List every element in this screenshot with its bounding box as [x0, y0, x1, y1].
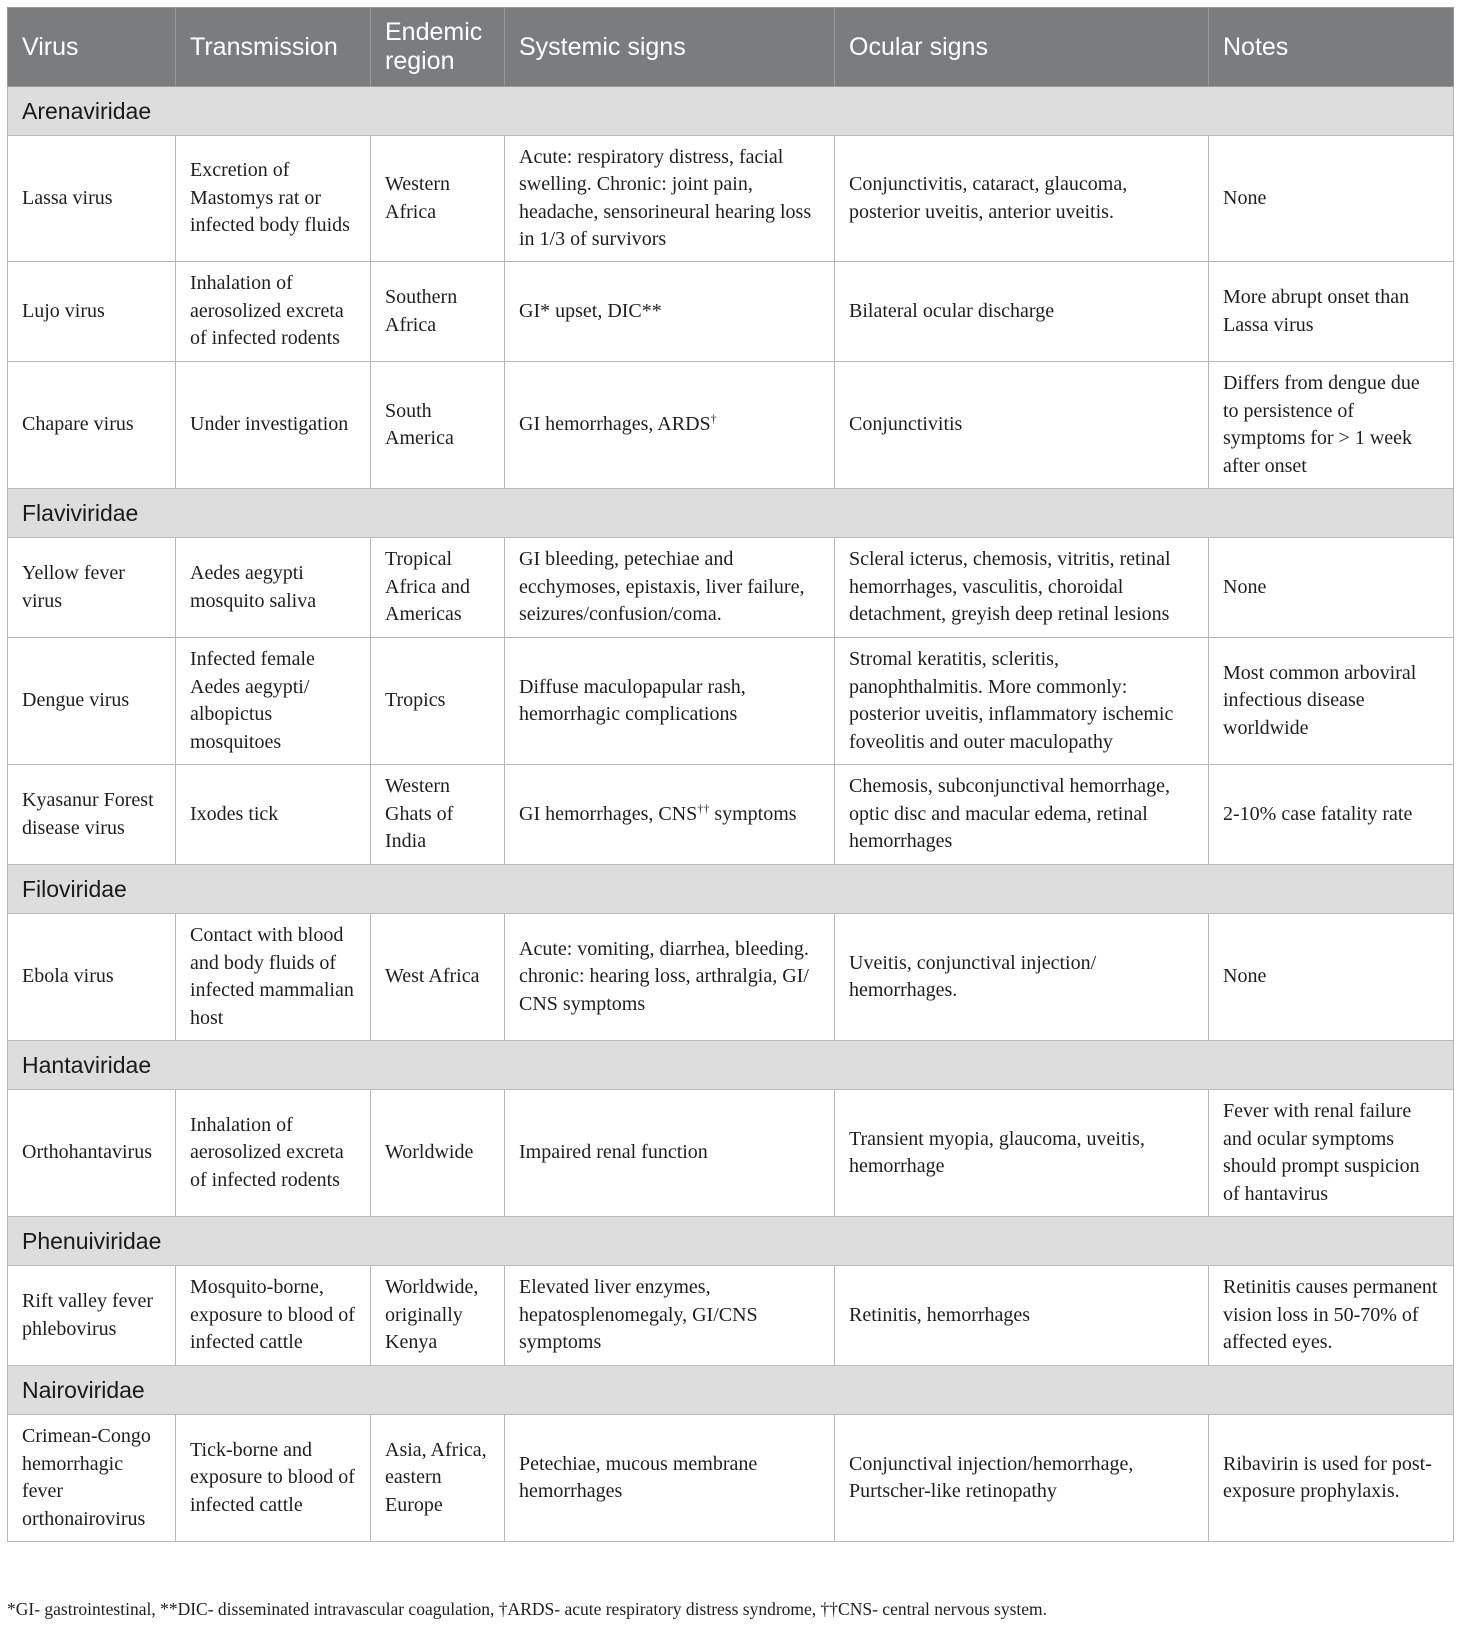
header-virus: Virus	[8, 8, 176, 87]
footnote-marker: ††	[697, 801, 710, 816]
systemic-signs-cell: Impaired renal function	[505, 1090, 835, 1217]
family-row	[8, 1366, 1454, 1415]
systemic-signs-cell: Petechiae, mucous membrane hemorrhages	[505, 1415, 835, 1542]
family-row	[8, 1217, 1454, 1266]
family-label: Arenaviridae	[8, 87, 1454, 136]
table-row	[8, 765, 1454, 865]
header-endemic-region: Endemic region	[371, 8, 505, 87]
ocular-signs-cell: Transient myopia, glaucoma, uveitis, hemorrhage	[835, 1090, 1209, 1217]
ocular-signs-cell: Chemosis, subconjunctival hemorrhage, optic disc and macular edema, retinal hemorrhages	[835, 765, 1209, 865]
header-ocular-signs: Ocular signs	[835, 8, 1209, 87]
systemic-signs-text-continued: symptoms	[709, 802, 797, 825]
table-footnote: *GI- gastrointestinal, **DIC- disseminated intravascular coagulation, †ARDS- acute respiratory distress syndrome, ††CNS- central nervous system.	[7, 1599, 1048, 1619]
systemic-signs-cell: Diffuse maculopapular rash, hemorrhagic complications	[505, 638, 835, 765]
table-row	[8, 1415, 1454, 1542]
systemic-signs-cell: GI bleeding, petechiae and ecchymoses, epistaxis, liver failure, seizures/confusion/coma.	[505, 538, 835, 638]
notes-cell: None	[1209, 538, 1454, 638]
transmission-cell: Under investigation	[176, 362, 371, 489]
table-body	[8, 87, 1454, 1542]
virus-cell: Orthohantavirus	[8, 1090, 176, 1217]
table-row	[8, 1090, 1454, 1217]
virus-cell: Rift valley fever phlebovirus	[8, 1266, 176, 1366]
table-row	[8, 638, 1454, 765]
notes-cell: Retinitis causes permanent vision loss in 50-70% of affected eyes.	[1209, 1266, 1454, 1366]
ocular-signs-cell: Conjunctivitis, cataract, glaucoma, posterior uveitis, anterior uveitis.	[835, 136, 1209, 262]
systemic-signs-cell: Acute: vomiting, diarrhea, bleeding. chronic: hearing loss, arthralgia, GI/ CNS symptoms	[505, 914, 835, 1041]
virus-cell: Ebola virus	[8, 914, 176, 1041]
endemic-region-cell: South America	[371, 362, 505, 489]
header-notes: Notes	[1209, 8, 1454, 87]
systemic-signs-text: GI hemorrhages, CNS	[519, 802, 698, 825]
systemic-signs-cell: GI* upset, DIC**	[505, 262, 835, 362]
transmission-cell: Tick-borne and exposure to blood of infected cattle	[176, 1415, 371, 1542]
family-label: Hantaviridae	[8, 1041, 1454, 1090]
virus-cell: Lujo virus	[8, 262, 176, 362]
ocular-signs-cell: Stromal keratitis, scleritis, panophthalmitis. More commonly: posterior uveitis, inflammatory ischemic foveolitis and outer maculopathy	[835, 638, 1209, 765]
table-row	[8, 362, 1454, 489]
ocular-signs-cell: Conjunctivitis	[835, 362, 1209, 489]
family-row	[8, 865, 1454, 914]
notes-cell: Ribavirin is used for post-exposure prophylaxis.	[1209, 1415, 1454, 1542]
endemic-region-cell: Tropics	[371, 638, 505, 765]
transmission-cell: Inhalation of aerosolized excreta of infected rodents	[176, 1090, 371, 1217]
virus-cell: Dengue virus	[8, 638, 176, 765]
ocular-signs-cell: Uveitis, conjunctival injection/ hemorrhages.	[835, 914, 1209, 1041]
table-row	[8, 1266, 1454, 1366]
family-label: Nairoviridae	[8, 1366, 1454, 1415]
notes-cell: Most common arboviral infectious disease worldwide	[1209, 638, 1454, 765]
systemic-signs-text: GI hemorrhages, ARDS	[519, 413, 711, 436]
transmission-cell: Contact with blood and body fluids of infected mammalian host	[176, 914, 371, 1041]
footnote-marker: †	[710, 411, 717, 426]
virus-cell: Kyasanur Forest disease virus	[8, 765, 176, 865]
family-label: Filoviridae	[8, 865, 1454, 914]
notes-cell: Fever with renal failure and ocular symptoms should prompt suspicion of hantavirus	[1209, 1090, 1454, 1217]
endemic-region-cell: Worldwide	[371, 1090, 505, 1217]
family-row	[8, 1041, 1454, 1090]
header-transmission: Transmission	[176, 8, 371, 87]
family-label: Flaviviridae	[8, 489, 1454, 538]
transmission-cell: Infected female Aedes aegypti/ albopictus mosquitoes	[176, 638, 371, 765]
header-systemic-signs: Systemic signs	[505, 8, 835, 87]
table-row	[8, 136, 1454, 262]
virus-cell: Crimean-Congo hemorrhagic fever orthonairovirus	[8, 1415, 176, 1542]
table-row	[8, 538, 1454, 638]
endemic-region-cell: Tropical Africa and Americas	[371, 538, 505, 638]
endemic-region-cell: Worldwide, originally Kenya	[371, 1266, 505, 1366]
transmission-cell: Mosquito-borne, exposure to blood of infected cattle	[176, 1266, 371, 1366]
ocular-signs-cell: Bilateral ocular discharge	[835, 262, 1209, 362]
transmission-cell: Inhalation of aerosolized excreta of infected rodents	[176, 262, 371, 362]
endemic-region-cell: Western Africa	[371, 136, 505, 262]
table-row	[8, 914, 1454, 1041]
virus-cell: Yellow fever virus	[8, 538, 176, 638]
table-row	[8, 262, 1454, 362]
notes-cell: More abrupt onset than Lassa virus	[1209, 262, 1454, 362]
ocular-signs-cell: Scleral icterus, chemosis, vitritis, retinal hemorrhages, vasculitis, choroidal detachment, greyish deep retinal lesions	[835, 538, 1209, 638]
endemic-region-cell: West Africa	[371, 914, 505, 1041]
endemic-region-cell: Southern Africa	[371, 262, 505, 362]
table-container	[7, 7, 1453, 1542]
systemic-signs-cell: Acute: respiratory distress, facial swelling. Chronic: joint pain, headache, sensorineural hearing loss in 1/3 of survivors	[505, 136, 835, 262]
ocular-signs-cell: Conjunctival injection/hemorrhage, Purtscher-like retinopathy	[835, 1415, 1209, 1542]
family-row	[8, 87, 1454, 136]
transmission-cell: Aedes aegypti mosquito saliva	[176, 538, 371, 638]
transmission-cell: Excretion of Mastomys rat or infected body fluids	[176, 136, 371, 262]
table-header	[8, 8, 1454, 87]
virus-table	[7, 7, 1454, 1542]
virus-cell: Lassa virus	[8, 136, 176, 262]
systemic-signs-cell: Elevated liver enzymes, hepatosplenomegaly, GI/CNS symptoms	[505, 1266, 835, 1366]
systemic-signs-cell	[505, 765, 835, 865]
notes-cell: 2-10% case fatality rate	[1209, 765, 1454, 865]
notes-cell: Differs from dengue due to persistence of symptoms for > 1 week after onset	[1209, 362, 1454, 489]
endemic-region-cell: Western Ghats of India	[371, 765, 505, 865]
header-row	[8, 8, 1454, 87]
virus-cell: Chapare virus	[8, 362, 176, 489]
systemic-signs-cell	[505, 362, 835, 489]
family-row	[8, 489, 1454, 538]
endemic-region-cell: Asia, Africa, eastern Europe	[371, 1415, 505, 1542]
transmission-cell: Ixodes tick	[176, 765, 371, 865]
notes-cell: None	[1209, 914, 1454, 1041]
ocular-signs-cell: Retinitis, hemorrhages	[835, 1266, 1209, 1366]
family-label: Phenuiviridae	[8, 1217, 1454, 1266]
notes-cell: None	[1209, 136, 1454, 262]
